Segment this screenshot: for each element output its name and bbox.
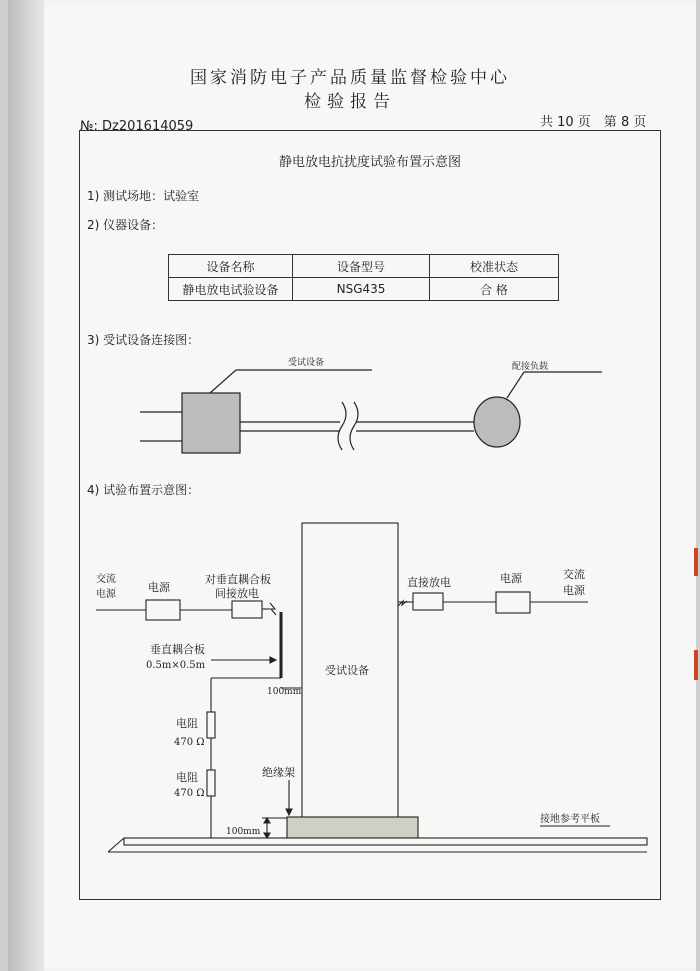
resistor-1-value: 470 Ω	[174, 737, 205, 748]
item-layout-diagram: 4) 试验布置示意图：	[87, 483, 200, 497]
ground-line	[108, 838, 124, 852]
resistor-2-value: 470 Ω	[174, 788, 205, 799]
discharge-spark	[270, 603, 276, 615]
ac-left-line1: 交流	[96, 574, 116, 585]
vcp-label-line2: 0.5m×0.5m	[146, 660, 206, 671]
power-left-label: 电源	[148, 581, 170, 594]
vcp-discharge-line1: 对垂直耦合板	[205, 573, 271, 586]
resistor-2-label: 电阻	[176, 771, 198, 784]
dist-100-top: 100mm	[267, 687, 302, 697]
item-equipment: 2) 仪器设备：	[87, 218, 164, 232]
resistor-1	[207, 712, 215, 738]
ac-right-line2: 电源	[563, 584, 585, 597]
table-cell: 静电放电试验设备	[169, 278, 293, 301]
cable-break-mark	[338, 402, 346, 450]
org-title: 国家消防电子产品质量监督检验中心	[190, 68, 510, 88]
power-box-right	[496, 592, 530, 613]
vcp-discharge-line2: 间接放电	[215, 587, 259, 600]
table-cell: 合 格	[430, 278, 559, 301]
ac-left-line2: 电源	[96, 589, 116, 600]
item-test-site: 1) 测试场地：试验室	[87, 189, 200, 203]
ac-right-line1: 交流	[563, 568, 585, 581]
arrow-head	[264, 833, 270, 838]
vcp-label-line1: 垂直耦合板	[150, 643, 205, 656]
eut-label: 受试设备	[288, 358, 325, 368]
arrow-head	[264, 818, 270, 823]
power-right-label: 电源	[500, 572, 522, 585]
eut-leader-line	[210, 370, 236, 393]
page-info: 共 10 页 第 8 页	[540, 115, 647, 130]
load-label: 配接负载	[512, 362, 549, 372]
power-box-left	[146, 600, 180, 620]
resistor-2	[207, 770, 215, 796]
insulator-label: 绝缘架	[262, 766, 295, 779]
section-title: 静电放电抗扰度试验布置示意图	[278, 155, 461, 170]
esd-gun-right	[413, 593, 443, 610]
resistor-1-label: 电阻	[176, 717, 198, 730]
ground-plane-label: 接地参考平板	[540, 814, 600, 825]
item-connection-diagram: 3) 受试设备连接图：	[87, 333, 200, 347]
ground-reference-plane	[124, 838, 647, 845]
load-circle	[474, 397, 520, 447]
arrow-head	[286, 809, 292, 815]
table-header-cell: 设备名称	[169, 255, 293, 278]
report-number: №: Dz201614059	[80, 119, 194, 134]
arrow-head	[270, 657, 276, 663]
table-cell: NSG435	[293, 278, 430, 301]
eut-cabinet-label: 受试设备	[325, 664, 369, 677]
esd-gun-left	[232, 601, 262, 618]
load-leader-line	[507, 372, 524, 398]
eut-box	[182, 393, 240, 453]
cable-break-mark	[350, 402, 358, 450]
direct-discharge-label: 直接放电	[407, 576, 451, 589]
doc-type-title: 检验报告	[304, 92, 396, 112]
table-header-cell: 设备型号	[293, 255, 430, 278]
table-header-cell: 校准状态	[430, 255, 559, 278]
dist-100-bottom: 100mm	[226, 827, 261, 837]
connection-diagram	[140, 370, 602, 453]
insulating-support	[287, 817, 418, 838]
